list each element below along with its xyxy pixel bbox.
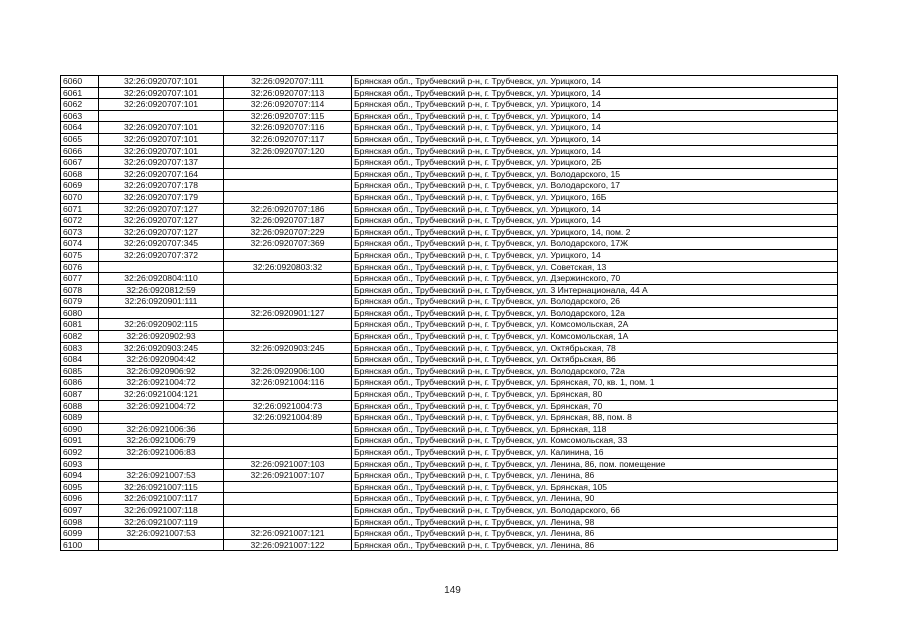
- table-row: [61, 528, 838, 540]
- address-cell: Брянская обл., Трубчевский р-н, г. Трубчевск, ул. Ленина, 86: [352, 470, 838, 482]
- address-cell: Брянская обл., Трубчевский р-н, г. Трубчевск, ул. Калинина, 16: [352, 447, 838, 459]
- object-number-cell: 32:26:0921007:121: [224, 528, 352, 540]
- object-number-cell: [224, 504, 352, 516]
- object-number-cell: 32:26:0920707:117: [224, 133, 352, 145]
- address-cell: Брянская обл., Трубчевский р-н, г. Трубчевск, ул. Октябрьская, 86: [352, 354, 838, 366]
- address-cell: Брянская обл., Трубчевский р-н, г. Трубчевск, ул. Урицкого, 14, пом. 2: [352, 226, 838, 238]
- table-row: [61, 470, 838, 482]
- address-cell: Брянская обл., Трубчевский р-н, г. Трубчевск, ул. Урицкого, 16Б: [352, 191, 838, 203]
- address-cell: Брянская обл., Трубчевский р-н, г. Трубчевск, ул. Комсомольская, 2А: [352, 319, 838, 331]
- row-number-cell: 6083: [61, 342, 99, 354]
- address-cell: Брянская обл., Трубчевский р-н, г. Трубчевск, ул. Ленина, 86: [352, 539, 838, 551]
- table-row: [61, 191, 838, 203]
- table-row: [61, 261, 838, 273]
- object-number-cell: 32:26:0921007:107: [224, 470, 352, 482]
- object-number-cell: 32:26:0920707:187: [224, 215, 352, 227]
- parcel-number-cell: 32:26:0921007:53: [99, 528, 224, 540]
- table-row: [61, 226, 838, 238]
- table-body: [61, 76, 838, 551]
- table-row: [61, 273, 838, 285]
- row-number-cell: 6087: [61, 389, 99, 401]
- table-row: [61, 122, 838, 134]
- parcel-number-cell: 32:26:0920804:110: [99, 273, 224, 285]
- table-row: [61, 493, 838, 505]
- address-cell: Брянская обл., Трубчевский р-н, г. Трубчевск, ул. Урицкого, 14: [352, 133, 838, 145]
- row-number-cell: 6093: [61, 458, 99, 470]
- row-number-cell: 6099: [61, 528, 99, 540]
- parcel-number-cell: 32:26:0920707:101: [99, 122, 224, 134]
- object-number-cell: [224, 481, 352, 493]
- parcel-number-cell: 32:26:0920904:42: [99, 354, 224, 366]
- table-row: [61, 249, 838, 261]
- parcel-number-cell: [99, 261, 224, 273]
- row-number-cell: 6078: [61, 284, 99, 296]
- parcel-number-cell: 32:26:0921004:72: [99, 377, 224, 389]
- parcel-number-cell: 32:26:0921007:117: [99, 493, 224, 505]
- parcel-number-cell: 32:26:0921006:79: [99, 435, 224, 447]
- address-cell: Брянская обл., Трубчевский р-н, г. Трубчевск, ул. 3 Интернационала, 44 А: [352, 284, 838, 296]
- object-number-cell: [224, 180, 352, 192]
- row-number-cell: 6092: [61, 447, 99, 459]
- address-cell: Брянская обл., Трубчевский р-н, г. Трубчевск, ул. Урицкого, 14: [352, 249, 838, 261]
- row-number-cell: 6100: [61, 539, 99, 551]
- address-cell: Брянская обл., Трубчевский р-н, г. Трубчевск, ул. Володарского, 26: [352, 296, 838, 308]
- object-number-cell: 32:26:0920803:32: [224, 261, 352, 273]
- address-cell: Брянская обл., Трубчевский р-н, г. Трубчевск, ул. Урицкого, 14: [352, 99, 838, 111]
- object-number-cell: [224, 331, 352, 343]
- row-number-cell: 6077: [61, 273, 99, 285]
- table-row: [61, 87, 838, 99]
- table-row: [61, 284, 838, 296]
- parcel-number-cell: 32:26:0920707:101: [99, 87, 224, 99]
- table-row: [61, 365, 838, 377]
- address-cell: Брянская обл., Трубчевский р-н, г. Трубчевск, ул. Ленина, 98: [352, 516, 838, 528]
- object-number-cell: [224, 319, 352, 331]
- object-number-cell: [224, 284, 352, 296]
- object-number-cell: 32:26:0921007:122: [224, 539, 352, 551]
- row-number-cell: 6069: [61, 180, 99, 192]
- table-row: [61, 145, 838, 157]
- address-cell: Брянская обл., Трубчевский р-н, г. Трубчевск, ул. Урицкого, 14: [352, 87, 838, 99]
- object-number-cell: [224, 354, 352, 366]
- parcel-number-cell: 32:26:0921004:72: [99, 400, 224, 412]
- object-number-cell: 32:26:0921007:103: [224, 458, 352, 470]
- address-cell: Брянская обл., Трубчевский р-н, г. Трубчевск, ул. Володарского, 17Ж: [352, 238, 838, 250]
- row-number-cell: 6062: [61, 99, 99, 111]
- object-number-cell: 32:26:0921004:89: [224, 412, 352, 424]
- address-cell: Брянская обл., Трубчевский р-н, г. Трубчевск, ул. Дзержинского, 70: [352, 273, 838, 285]
- table-row: [61, 458, 838, 470]
- parcel-number-cell: [99, 458, 224, 470]
- parcel-number-cell: 32:26:0920812:59: [99, 284, 224, 296]
- address-cell: Брянская обл., Трубчевский р-н, г. Трубчевск, ул. Урицкого, 14: [352, 145, 838, 157]
- parcel-number-cell: 32:26:0920707:178: [99, 180, 224, 192]
- row-number-cell: 6085: [61, 365, 99, 377]
- address-cell: Брянская обл., Трубчевский р-н, г. Трубчевск, ул. Урицкого, 14: [352, 203, 838, 215]
- row-number-cell: 6090: [61, 423, 99, 435]
- table-row: [61, 133, 838, 145]
- address-cell: Брянская обл., Трубчевский р-н, г. Трубчевск, ул. Брянская, 105: [352, 481, 838, 493]
- parcel-number-cell: 32:26:0920707:127: [99, 203, 224, 215]
- object-number-cell: 32:26:0921004:73: [224, 400, 352, 412]
- parcel-number-cell: 32:26:0920707:127: [99, 215, 224, 227]
- parcel-number-cell: 32:26:0920707:101: [99, 76, 224, 88]
- object-number-cell: 32:26:0920707:115: [224, 110, 352, 122]
- table-row: [61, 481, 838, 493]
- table-row: [61, 400, 838, 412]
- object-number-cell: 32:26:0920901:127: [224, 307, 352, 319]
- object-number-cell: 32:26:0920906:100: [224, 365, 352, 377]
- row-number-cell: 6073: [61, 226, 99, 238]
- table-row: [61, 447, 838, 459]
- table-row: [61, 435, 838, 447]
- parcel-number-cell: 32:26:0920707:372: [99, 249, 224, 261]
- table-row: [61, 423, 838, 435]
- object-number-cell: 32:26:0920707:111: [224, 76, 352, 88]
- row-number-cell: 6079: [61, 296, 99, 308]
- parcel-number-cell: 32:26:0921007:115: [99, 481, 224, 493]
- row-number-cell: 6096: [61, 493, 99, 505]
- table-row: [61, 296, 838, 308]
- parcel-number-cell: 32:26:0920707:137: [99, 157, 224, 169]
- address-cell: Брянская обл., Трубчевский р-н, г. Трубчевск, ул. Урицкого, 14: [352, 110, 838, 122]
- row-number-cell: 6074: [61, 238, 99, 250]
- row-number-cell: 6086: [61, 377, 99, 389]
- row-number-cell: 6081: [61, 319, 99, 331]
- parcel-number-cell: 32:26:0920707:179: [99, 191, 224, 203]
- address-cell: Брянская обл., Трубчевский р-н, г. Трубчевск, ул. Урицкого, 14: [352, 76, 838, 88]
- row-number-cell: 6076: [61, 261, 99, 273]
- object-number-cell: 32:26:0920707:186: [224, 203, 352, 215]
- address-cell: Брянская обл., Трубчевский р-н, г. Трубчевск, ул. Урицкого, 2Б: [352, 157, 838, 169]
- address-cell: Брянская обл., Трубчевский р-н, г. Трубчевск, ул. Советская, 13: [352, 261, 838, 273]
- object-number-cell: 32:26:0920707:113: [224, 87, 352, 99]
- object-number-cell: [224, 168, 352, 180]
- address-cell: Брянская обл., Трубчевский р-н, г. Трубчевск, ул. Брянская, 88, пом. 8: [352, 412, 838, 424]
- table-row: [61, 76, 838, 88]
- table-row: [61, 331, 838, 343]
- parcel-number-cell: 32:26:0921007:119: [99, 516, 224, 528]
- table-row: [61, 412, 838, 424]
- parcel-number-cell: 32:26:0920707:101: [99, 133, 224, 145]
- address-cell: Брянская обл., Трубчевский р-н, г. Трубчевск, ул. Ленина, 86, пом. помещение: [352, 458, 838, 470]
- row-number-cell: 6070: [61, 191, 99, 203]
- object-number-cell: [224, 249, 352, 261]
- address-cell: Брянская обл., Трубчевский р-н, г. Трубчевск, ул. Брянская, 80: [352, 389, 838, 401]
- address-cell: Брянская обл., Трубчевский р-н, г. Трубчевск, ул. Володарского, 15: [352, 168, 838, 180]
- row-number-cell: 6084: [61, 354, 99, 366]
- object-number-cell: [224, 447, 352, 459]
- row-number-cell: 6063: [61, 110, 99, 122]
- address-cell: Брянская обл., Трубчевский р-н, г. Трубчевск, ул. Брянская, 70, кв. 1, пом. 1: [352, 377, 838, 389]
- address-cell: Брянская обл., Трубчевский р-н, г. Трубчевск, ул. Комсомольская, 33: [352, 435, 838, 447]
- address-cell: Брянская обл., Трубчевский р-н, г. Трубчевск, ул. Володарского, 12а: [352, 307, 838, 319]
- row-number-cell: 6095: [61, 481, 99, 493]
- object-number-cell: [224, 157, 352, 169]
- row-number-cell: 6064: [61, 122, 99, 134]
- table-row: [61, 157, 838, 169]
- parcel-number-cell: [99, 412, 224, 424]
- parcel-number-cell: 32:26:0921004:121: [99, 389, 224, 401]
- parcel-number-cell: 32:26:0920707:127: [99, 226, 224, 238]
- table-row: [61, 354, 838, 366]
- parcel-number-cell: 32:26:0921006:83: [99, 447, 224, 459]
- object-number-cell: 32:26:0920707:369: [224, 238, 352, 250]
- object-number-cell: [224, 389, 352, 401]
- table-row: [61, 203, 838, 215]
- row-number-cell: 6068: [61, 168, 99, 180]
- parcel-number-cell: [99, 539, 224, 551]
- row-number-cell: 6072: [61, 215, 99, 227]
- table-row: [61, 215, 838, 227]
- parcel-number-cell: 32:26:0920902:93: [99, 331, 224, 343]
- address-cell: Брянская обл., Трубчевский р-н, г. Трубчевск, ул. Володарского, 66: [352, 504, 838, 516]
- row-number-cell: 6080: [61, 307, 99, 319]
- row-number-cell: 6089: [61, 412, 99, 424]
- row-number-cell: 6075: [61, 249, 99, 261]
- row-number-cell: 6097: [61, 504, 99, 516]
- address-cell: Брянская обл., Трубчевский р-н, г. Трубчевск, ул. Октябрьская, 78: [352, 342, 838, 354]
- object-number-cell: [224, 296, 352, 308]
- row-number-cell: 6067: [61, 157, 99, 169]
- table-row: [61, 238, 838, 250]
- table-row: [61, 168, 838, 180]
- object-number-cell: [224, 493, 352, 505]
- parcel-number-cell: 32:26:0920707:101: [99, 99, 224, 111]
- address-cell: Брянская обл., Трубчевский р-н, г. Трубчевск, ул. Брянская, 118: [352, 423, 838, 435]
- address-cell: Брянская обл., Трубчевский р-н, г. Трубчевск, ул. Брянская, 70: [352, 400, 838, 412]
- table-row: [61, 319, 838, 331]
- table-row: [61, 180, 838, 192]
- object-number-cell: 32:26:0920707:229: [224, 226, 352, 238]
- object-number-cell: [224, 273, 352, 285]
- object-number-cell: [224, 191, 352, 203]
- object-number-cell: 32:26:0921004:116: [224, 377, 352, 389]
- row-number-cell: 6071: [61, 203, 99, 215]
- address-cell: Брянская обл., Трубчевский р-н, г. Трубчевск, ул. Володарского, 72а: [352, 365, 838, 377]
- row-number-cell: 6098: [61, 516, 99, 528]
- table-row: [61, 110, 838, 122]
- address-cell: Брянская обл., Трубчевский р-н, г. Трубчевск, ул. Урицкого, 14: [352, 215, 838, 227]
- row-number-cell: 6082: [61, 331, 99, 343]
- object-number-cell: 32:26:0920707:114: [224, 99, 352, 111]
- parcel-number-cell: [99, 110, 224, 122]
- table-row: [61, 307, 838, 319]
- table-row: [61, 342, 838, 354]
- parcel-number-cell: 32:26:0920906:92: [99, 365, 224, 377]
- object-number-cell: 32:26:0920903:245: [224, 342, 352, 354]
- parcel-number-cell: 32:26:0920903:245: [99, 342, 224, 354]
- table-row: [61, 539, 838, 551]
- page-number: 149: [444, 585, 461, 596]
- parcel-number-cell: 32:26:0920902:115: [99, 319, 224, 331]
- table-row: [61, 504, 838, 516]
- parcel-number-cell: 32:26:0920901:111: [99, 296, 224, 308]
- address-cell: Брянская обл., Трубчевский р-н, г. Трубчевск, ул. Володарского, 17: [352, 180, 838, 192]
- object-number-cell: [224, 435, 352, 447]
- object-number-cell: 32:26:0920707:120: [224, 145, 352, 157]
- address-cell: Брянская обл., Трубчевский р-н, г. Трубчевск, ул. Ленина, 86: [352, 528, 838, 540]
- parcel-number-cell: 32:26:0920707:164: [99, 168, 224, 180]
- object-number-cell: [224, 516, 352, 528]
- object-number-cell: [224, 423, 352, 435]
- row-number-cell: 6091: [61, 435, 99, 447]
- address-cell: Брянская обл., Трубчевский р-н, г. Трубчевск, ул. Комсомольская, 1А: [352, 331, 838, 343]
- parcel-number-cell: 32:26:0921006:36: [99, 423, 224, 435]
- parcel-number-cell: 32:26:0921007:53: [99, 470, 224, 482]
- address-cell: Брянская обл., Трубчевский р-н, г. Трубчевск, ул. Ленина, 90: [352, 493, 838, 505]
- table-row: [61, 377, 838, 389]
- table-row: [61, 516, 838, 528]
- parcel-number-cell: [99, 307, 224, 319]
- row-number-cell: 6061: [61, 87, 99, 99]
- row-number-cell: 6088: [61, 400, 99, 412]
- row-number-cell: 6065: [61, 133, 99, 145]
- object-number-cell: 32:26:0920707:116: [224, 122, 352, 134]
- table-row: [61, 389, 838, 401]
- row-number-cell: 6094: [61, 470, 99, 482]
- parcel-number-cell: 32:26:0920707:345: [99, 238, 224, 250]
- row-number-cell: 6066: [61, 145, 99, 157]
- parcel-number-cell: 32:26:0921007:118: [99, 504, 224, 516]
- table-row: [61, 99, 838, 111]
- row-number-cell: 6060: [61, 76, 99, 88]
- parcel-number-cell: 32:26:0920707:101: [99, 145, 224, 157]
- address-cell: Брянская обл., Трубчевский р-н, г. Трубчевск, ул. Урицкого, 14: [352, 122, 838, 134]
- cadastral-table: [60, 75, 838, 551]
